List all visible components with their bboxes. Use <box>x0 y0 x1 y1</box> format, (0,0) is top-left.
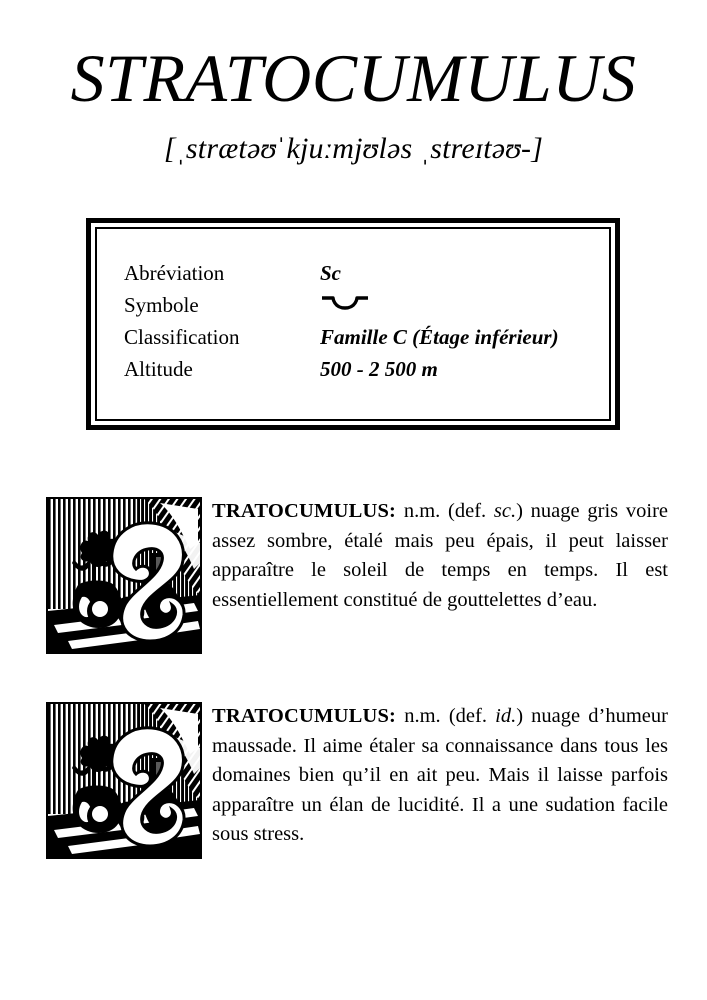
info-value-abreviation: Sc <box>320 261 341 285</box>
info-value-altitude: 500 - 2 500 m <box>320 357 438 382</box>
definition-text <box>212 702 668 850</box>
definition-text <box>212 497 668 615</box>
entry-def-abbr: id. <box>495 705 517 727</box>
page-title: STRATOCUMULUS <box>70 40 637 116</box>
info-label-altitude: Altitude <box>124 357 193 382</box>
entry-headword: TRATOCUMULUS: <box>212 500 397 522</box>
table-row <box>124 353 559 385</box>
entry-body: ) nuage d’humeur maussade. Il aime étaler sa connaissance dans tous les domaines bien qu’il en ait peu. Mais il laisse parfois apparaître un élan de lucidité. Il a une sudation facile sous stress. <box>212 705 668 845</box>
info-value-symbole <box>320 289 559 321</box>
info-box-inner-border <box>95 227 611 421</box>
table-row <box>124 257 559 289</box>
table-row <box>124 289 559 321</box>
definition-entry <box>46 497 668 656</box>
entry-headword: TRATOCUMULUS: <box>212 705 397 727</box>
info-label-abreviation: Abréviation <box>124 261 225 285</box>
table-row <box>124 321 559 353</box>
entry-body: ) nuage gris voire assez sombre, étalé mais peu épais, il peut laisser apparaître le soleil de temps en temps. Il est essentiellement constitué de gouttelettes d’eau. <box>212 500 668 611</box>
entry-grammar: n.m. (def. <box>396 500 494 522</box>
info-value-classification: Famille C (Étage inférieur) <box>320 325 559 350</box>
info-label-symbole: Symbole <box>124 293 199 317</box>
pronunciation-ipa: [ˌstrætəʊˈkjuːmjʊləs ˌstreɪtəʊ-] <box>163 132 544 165</box>
woodcut-still-life-dropcap-icon <box>46 702 202 859</box>
definition-entry <box>46 702 668 861</box>
info-label-classification: Classification <box>124 325 240 350</box>
info-box <box>86 218 620 430</box>
entry-grammar: n.m. (def. <box>396 705 496 727</box>
entry-def-abbr: sc. <box>493 500 517 522</box>
info-table <box>124 257 559 385</box>
stratocumulus-symbol-icon <box>320 289 370 321</box>
woodcut-still-life-dropcap-icon <box>46 497 202 654</box>
